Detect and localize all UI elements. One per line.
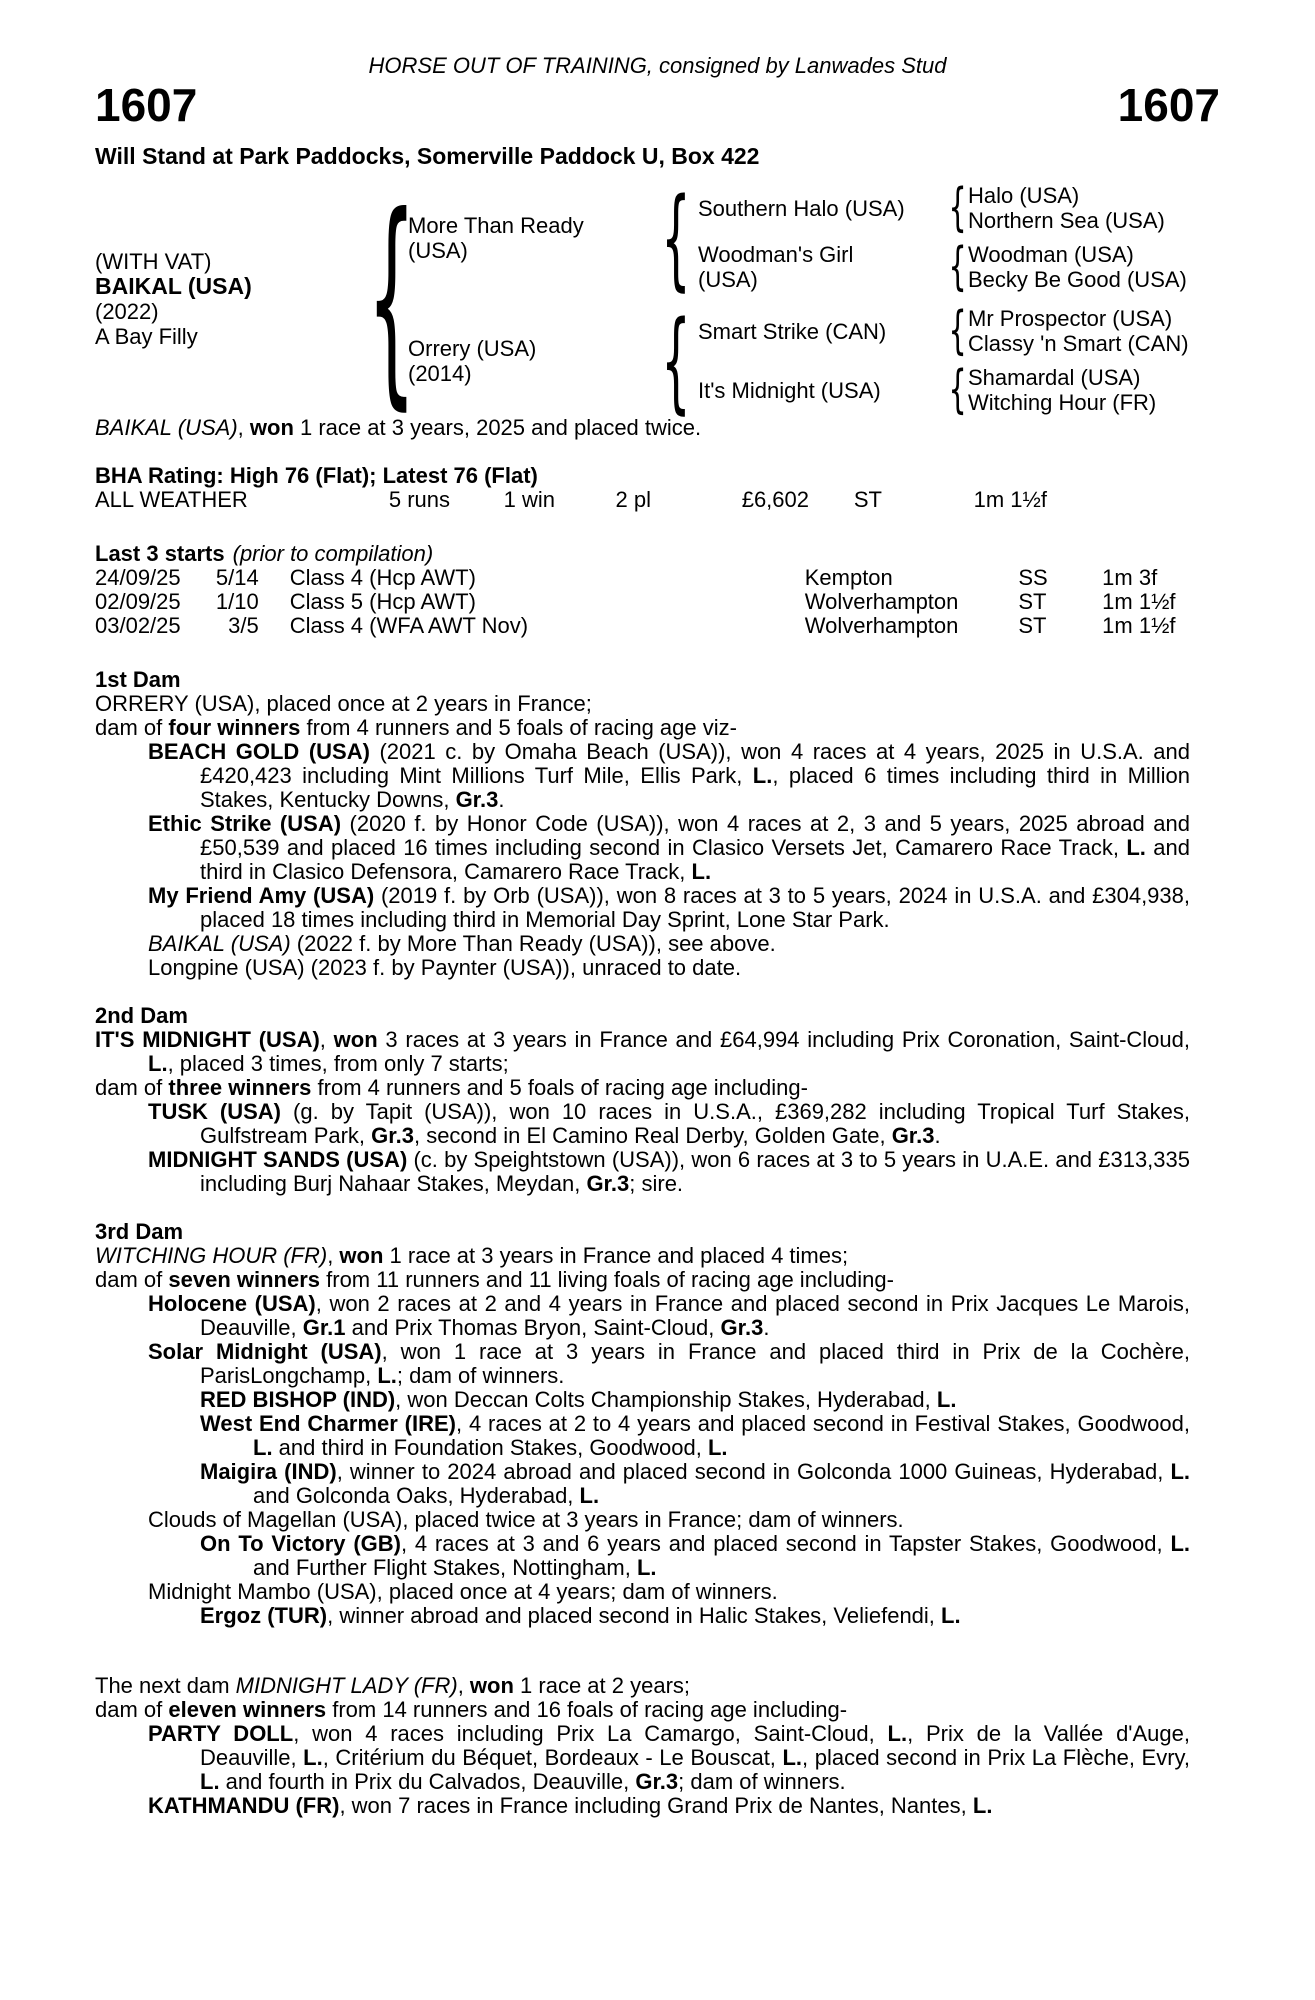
- lot-number-left: 1607: [95, 79, 198, 131]
- brace-glyph: {: [948, 301, 968, 361]
- lot-number-row: [95, 79, 1220, 131]
- result-course: Kempton: [804, 565, 893, 590]
- sire-name-line2: (USA): [408, 237, 468, 263]
- gen4-name: Becky Be Good (USA): [968, 267, 1187, 292]
- race-result-row: [95, 566, 1190, 590]
- dam-brace: [653, 296, 698, 425]
- dam-grandsire: Smart Strike (CAN): [698, 318, 887, 344]
- section-1st-dam: [95, 668, 1190, 980]
- nextdam-produce-line: dam of eleven winners from 14 runners and 16 foals of racing age including-: [95, 1697, 848, 1722]
- pedigree-generations: [408, 173, 1220, 425]
- record-surface: ALL WEATHER: [95, 487, 248, 512]
- brace-glyph: {: [948, 237, 968, 297]
- race-summary: BAIKAL (USA), won 1 race at 3 years, 2025 and placed twice.: [95, 415, 702, 440]
- result-position: 1/10: [215, 589, 259, 614]
- entry-solar-midnight: Solar Midnight (USA), won 1 race at 3 years in France and placed third in Prix de la Cochère, ParisLongchamp, L.; dam of winners.: [148, 1339, 1190, 1388]
- brace-glyph: {: [948, 178, 968, 238]
- dam-name: [408, 336, 653, 386]
- record-wins: 1 win: [503, 487, 555, 512]
- gen4-brace: [948, 237, 968, 297]
- section-heading: 1st Dam: [95, 667, 181, 692]
- grandsire-group: [698, 178, 1220, 238]
- entry-midnight-sands: MIDNIGHT SANDS (USA) (c. by Speightstown (USA)), won 6 races at 3 to 5 years in U.A.E. and £313,335 including Burj Nahaar Stakes, Meydan, Gr.3; sire.: [148, 1147, 1190, 1196]
- gen4-name: Mr Prospector (USA): [968, 306, 1173, 331]
- consignor-line: HORSE OUT OF TRAINING, consigned by Lanwades Stud: [368, 53, 947, 78]
- dam-name-line2: (2014): [408, 360, 472, 386]
- entry-its-midnight: IT'S MIDNIGHT (USA), won 3 races at 3 years in France and £64,994 including Prix Coronation, Saint-Cloud, L., placed 3 times, from only 7 starts;: [95, 1027, 1190, 1076]
- gen4-name: Witching Hour (FR): [968, 390, 1157, 415]
- result-going: ST: [1018, 613, 1047, 638]
- result-going: ST: [1018, 589, 1047, 614]
- dam3-produce-line: dam of seven winners from 11 runners and 11 living foals of racing age including-: [95, 1267, 894, 1292]
- entry-party-doll: PARTY DOLL, won 4 races including Prix La Camargo, Saint-Cloud, L., Prix de la Vallée d'Auge, Deauville, L., Critérium du Béquet, Bordeaux - Le Bouscat, L., placed second in Prix La Flèche, Evry, L. and fourth in Prix du Calvados, Deauville, Gr.3; dam of winners.: [148, 1721, 1190, 1794]
- sire-grandsire: Southern Halo (USA): [698, 195, 905, 221]
- record-going: ST: [853, 487, 882, 512]
- gen4-pair: [968, 365, 1218, 415]
- record-distance: 1m 1½f: [973, 487, 1047, 512]
- result-date: 02/09/25: [95, 589, 181, 614]
- gen4-name: Halo (USA): [968, 183, 1080, 208]
- gen4-name: Northern Sea (USA): [968, 208, 1165, 233]
- sire-name: [408, 213, 653, 263]
- section-heading: 2nd Dam: [95, 1003, 188, 1028]
- last-starts-block: [95, 542, 1190, 638]
- record-earnings: £6,602: [741, 487, 809, 512]
- sire-name-line1: More Than Ready: [408, 212, 584, 238]
- dam-name-line1: Orrery (USA): [408, 335, 537, 361]
- granddam-group: [698, 360, 1220, 420]
- section-2nd-dam: [95, 1004, 1190, 1196]
- entry-clouds-of-magellan: Clouds of Magellan (USA), placed twice at 3 years in France; dam of winners.: [148, 1507, 904, 1532]
- horse-name: BAIKAL (USA): [95, 273, 252, 299]
- catalogue-body: [95, 416, 1190, 1818]
- result-race: Class 4 (Hcp AWT): [289, 565, 476, 590]
- result-going: SS: [1018, 565, 1048, 590]
- entry-orrery: ORRERY (USA), placed once at 2 years in France;: [95, 691, 592, 716]
- entry-baikal: BAIKAL (USA) (2022 f. by More Than Ready (USA)), see above.: [148, 931, 776, 956]
- result-date: 24/09/25: [95, 565, 181, 590]
- entry-red-bishop: RED BISHOP (IND), won Deccan Colts Championship Stakes, Hyderabad, L.: [200, 1387, 957, 1412]
- section-heading: 3rd Dam: [95, 1219, 184, 1244]
- last-starts-heading: [95, 542, 1190, 566]
- result-race: Class 5 (Hcp AWT): [289, 589, 476, 614]
- lot-number-right: 1607: [1117, 79, 1220, 131]
- gen4-name: Classy 'n Smart (CAN): [968, 331, 1189, 356]
- horse-foaled-year: (2022): [95, 299, 159, 324]
- entry-west-end-charmer: West End Charmer (IRE), 4 races at 2 to 4 years and placed second in Festival Stakes, Goodwood, L. and third in Foundation Stakes, Goodwood, L.: [200, 1411, 1190, 1460]
- entry-tusk: TUSK (USA) (g. by Tapit (USA)), won 10 races in U.S.A., £369,282 including Tropical Turf Stakes, Gulfstream Park, Gr.3, second in El Camino Real Derby, Golden Gate, Gr.3.: [148, 1099, 1190, 1148]
- granddam-group: [698, 237, 1220, 297]
- entry-maigira: Maigira (IND), winner to 2024 abroad and placed second in Golconda 1000 Guineas, Hyderabad, L. and Golconda Oaks, Hyderabad, L.: [200, 1459, 1190, 1508]
- brace-glyph: {: [948, 360, 968, 420]
- dam-grandparents: [698, 301, 1220, 420]
- last-starts-title: Last 3 starts: [95, 541, 225, 566]
- race-record-row: [95, 488, 1190, 512]
- gen4-pair: [968, 242, 1218, 292]
- dam-granddam: It's Midnight (USA): [698, 377, 881, 403]
- entry-midnight-lady: The next dam MIDNIGHT LADY (FR), won 1 race at 2 years;: [95, 1673, 691, 1698]
- gen4-brace: [948, 301, 968, 361]
- bha-rating-line: BHA Rating: High 76 (Flat); Latest 76 (Flat): [95, 463, 538, 488]
- sire-granddam: Woodman's Girl (USA): [698, 242, 854, 292]
- sire-branch: [408, 173, 1220, 302]
- gen4-pair: [968, 306, 1218, 356]
- horse-description: A Bay Filly: [95, 324, 198, 349]
- dam2-produce-line: dam of three winners from 4 runners and 5 foals of racing age including-: [95, 1075, 808, 1100]
- result-position: 3/5: [228, 613, 259, 638]
- result-course: Wolverhampton: [804, 613, 959, 638]
- horse-details: [95, 249, 375, 349]
- result-distance: 1m 1½f: [1102, 613, 1176, 638]
- entry-beach-gold: BEACH GOLD (USA) (2021 c. by Omaha Beach (USA)), won 4 races at 4 years, 2025 in U.S.A. and £420,423 including Mint Millions Turf Mile, Ellis Park, L., placed 6 times including third in Million Stakes, Kentucky Downs, Gr.3.: [148, 739, 1190, 812]
- last-starts-note: (prior to compilation): [232, 541, 434, 566]
- race-result-row: [95, 614, 1190, 638]
- grandsire-group: [698, 301, 1220, 361]
- brace-glyph: {: [660, 173, 691, 302]
- gen4-brace: [948, 178, 968, 238]
- section-3rd-dam: [95, 1220, 1190, 1628]
- entry-on-to-victory: On To Victory (GB), 4 races at 3 and 6 years and placed second in Tapster Stakes, Goodwood, L. and Further Flight Stakes, Nottingham, L.: [200, 1531, 1190, 1580]
- entry-longpine: Longpine (USA) (2023 f. by Paynter (USA)), unraced to date.: [148, 955, 742, 980]
- entry-kathmandu: KATHMANDU (FR), won 7 races in France including Grand Prix de Nantes, Nantes, L.: [148, 1793, 993, 1818]
- dam-branch: [408, 296, 1220, 425]
- brace-glyph: {: [367, 167, 416, 430]
- sire-grandparents: [698, 178, 1220, 297]
- dam1-produce-line: dam of four winners from 4 runners and 5 foals of racing age viz-: [95, 715, 737, 740]
- result-course: Wolverhampton: [804, 589, 959, 614]
- entry-witching-hour: WITCHING HOUR (FR), won 1 race at 3 years in France and placed 4 times;: [95, 1243, 849, 1268]
- sire-brace: [653, 173, 698, 302]
- result-date: 03/02/25: [95, 613, 181, 638]
- rating-block: [95, 464, 1190, 512]
- gen4-name: Woodman (USA): [968, 242, 1134, 267]
- pedigree-main-brace: [367, 167, 416, 430]
- gen4-brace: [948, 360, 968, 420]
- record-runs: 5 runs: [388, 487, 450, 512]
- entry-my-friend-amy: My Friend Amy (USA) (2019 f. by Orb (USA)), won 8 races at 3 to 5 years, 2024 in U.S.A. and £304,938, placed 18 times including third in Memorial Day Sprint, Lone Star Park.: [148, 883, 1191, 932]
- stand-location: Will Stand at Park Paddocks, Somerville Paddock U, Box 422: [95, 143, 760, 169]
- entry-ergoz: Ergoz (TUR), winner abroad and placed second in Halic Stakes, Veliefendi, L.: [200, 1603, 961, 1628]
- gen4-pair: [968, 183, 1218, 233]
- entry-holocene: Holocene (USA), won 2 races at 2 and 4 years in France and placed second in Prix Jacques Le Marois, Deauville, Gr.1 and Prix Thomas Bryon, Saint-Cloud, Gr.3.: [148, 1291, 1190, 1340]
- brace-glyph: {: [660, 296, 691, 425]
- section-next-dam: [95, 1674, 1190, 1818]
- record-places: 2 pl: [615, 487, 651, 512]
- race-result-row: [95, 590, 1190, 614]
- vat-note: (WITH VAT): [95, 249, 212, 274]
- result-position: 5/14: [215, 565, 259, 590]
- result-distance: 1m 1½f: [1102, 589, 1176, 614]
- result-distance: 1m 3f: [1102, 565, 1158, 590]
- gen4-name: Shamardal (USA): [968, 365, 1141, 390]
- result-race: Class 4 (WFA AWT Nov): [289, 613, 529, 638]
- entry-ethic-strike: Ethic Strike (USA) (2020 f. by Honor Code (USA)), won 4 races at 2, 3 and 5 years, 2025 abroad and £50,539 and placed 16 times including second in Clasico Versets Jet, Camarero Race Track, L. and third in Clasico Defensora, Camarero Race Track, L.: [148, 811, 1190, 884]
- entry-midnight-mambo: Midnight Mambo (USA), placed once at 4 years; dam of winners.: [148, 1579, 778, 1604]
